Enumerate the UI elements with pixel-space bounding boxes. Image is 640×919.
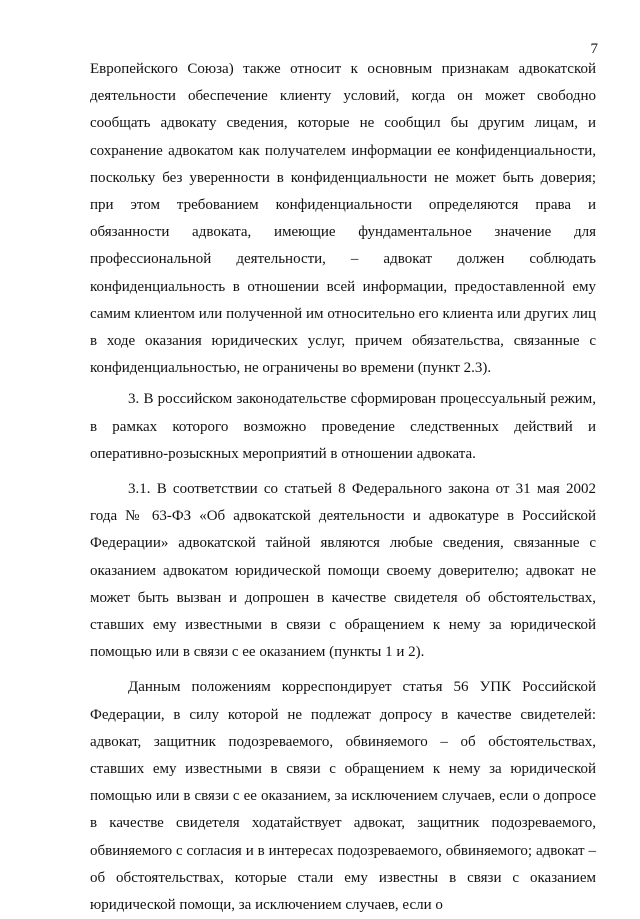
document-body bbox=[90, 56, 596, 919]
paragraph-section-3: 3. В российском законодательстве сформирован процессуальный режим, в рамках которого возможно проведение следственных действий и оперативно-розыскных мероприятий в отношении адвоката. bbox=[90, 391, 596, 462]
paragraph-section-3-1: 3.1. В соответствии со статьей 8 Федерального закона от 31 мая 2002 года № 63-ФЗ «Об адвокатской деятельности и адвокатуре в Российской Федерации» адвокатской тайной являются любые сведения, связанные с оказанием адвокатом юридической помощи своему доверителю; адвокат не может быть вызван и допрошен в качестве свидетеля об обстоятельствах, ставших ему известными в связи с обращением к нему за юридической помощью или в связи с ее оказанием (пункты 1 и 2). bbox=[90, 481, 596, 661]
paragraph-upk-article-56: Данным положениям корреспондирует статья 56 УПК Российской Федерации, в силу которой не подлежат допросу в качестве свидетелей: адвокат, защитник подозреваемого, обвиняемого – об обстоятельствах, ставших ему известными в связи с обращением к нему за юридической помощью или в связи с ее оказанием, за исключением случаев, если о допросе в качестве свидетеля ходатайствует адвокат, защитник подозреваемого, обвиняемого с согласия и в интересах подозреваемого, обвиняемого; адвокат – об обстоятельствах, которые стали ему известны в связи с оказанием юридической помощи, за исключением случаев, если о bbox=[90, 679, 596, 914]
paragraph-continuation: Европейского Союза) также относит к основным признакам адвокатской деятельности обеспечение клиенту условий, когда он может свободно сообщать адвокату сведения, которые не сообщил бы другим лицам, и сохранение адвокатом как получателем информации ее конфиденциальности, поскольку без уверенности в конфиденциальности не может быть доверия; при этом требованием конфиденциальности определяются права и обязанности адвоката, имеющие фундаментальное значение для профессиональной деятельности, – адвокат должен соблюдать конфиденциальность в отношении всей информации, предоставленной ему самим клиентом или полученной им относительно его клиента или других лиц в ходе оказания юридических услуг, причем обязательства, связанные с конфиденциальностью, не ограничены во времени (пункт 2.3). bbox=[90, 61, 596, 377]
page-number: 7 bbox=[590, 41, 598, 57]
